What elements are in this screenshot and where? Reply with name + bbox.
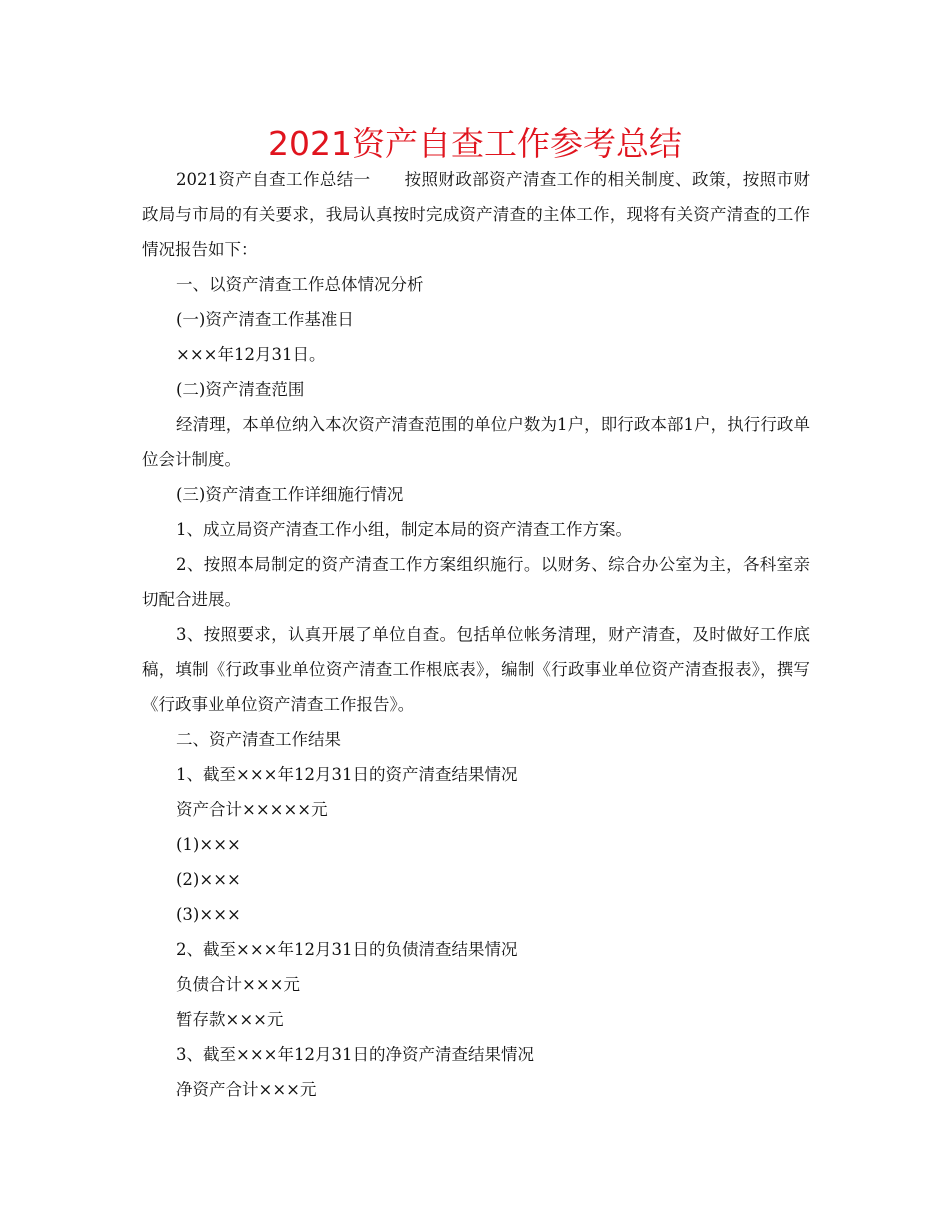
intro-text: 按照财政部资产清查工作的相关制度、政策，按照市财政局与市局的有关要求，我局认真按时完成资产清查的主体工作，现将有关资产清查的工作情况报告如下： <box>142 170 811 259</box>
paragraph-base-date: ×××年12月31日。 <box>176 345 326 364</box>
document-title: 2021资产自查工作参考总结 <box>268 124 682 163</box>
document-body <box>142 162 810 1107</box>
list-item: (2)××× <box>176 870 241 889</box>
paragraph-temporary-deposit: 暂存款×××元 <box>176 1010 284 1029</box>
subsection-heading-base-date: (一)资产清查工作基准日 <box>176 310 354 329</box>
list-item: 2、按照本局制定的资产清查工作方案组织施行。以财务、综合办公室为主，各科室亲切配合进展。 <box>142 555 810 609</box>
intro-heading: 2021资产自查工作总结一 <box>176 170 371 189</box>
section-heading-results: 二、资产清查工作结果 <box>176 730 341 749</box>
paragraph-liabilities-total: 负债合计×××元 <box>176 975 300 994</box>
paragraph-net-assets-total: 净资产合计×××元 <box>176 1080 317 1099</box>
list-item: 1、截至×××年12月31日的资产清查结果情况 <box>176 765 518 784</box>
list-item: 3、按照要求，认真开展了单位自查。包括单位帐务清理，财产清查，及时做好工作底稿，填制《行政事业单位资产清查工作根底表》，编制《行政事业单位资产清查报表》，撰写《行政事业单位资产清查工作报告》。 <box>142 625 810 714</box>
paragraph-assets-total: 资产合计×××××元 <box>176 800 328 819</box>
list-item: 2、截至×××年12月31日的负债清查结果情况 <box>176 940 518 959</box>
list-item: 1、成立局资产清查工作小组，制定本局的资产清查工作方案。 <box>176 520 632 539</box>
list-item: (1)××× <box>176 835 241 854</box>
list-item: 3、截至×××年12月31日的净资产清查结果情况 <box>176 1045 534 1064</box>
subsection-heading-implementation: (三)资产清查工作详细施行情况 <box>176 485 404 504</box>
list-item: (3)××× <box>176 905 241 924</box>
paragraph-scope: 经清理，本单位纳入本次资产清查范围的单位户数为1户，即行政本部1户，执行行政单位会计制度。 <box>142 415 810 469</box>
subsection-heading-scope: (二)资产清查范围 <box>176 380 305 399</box>
section-heading-overview: 一、以资产清查工作总体情况分析 <box>176 275 424 294</box>
intro-paragraph <box>142 162 810 267</box>
